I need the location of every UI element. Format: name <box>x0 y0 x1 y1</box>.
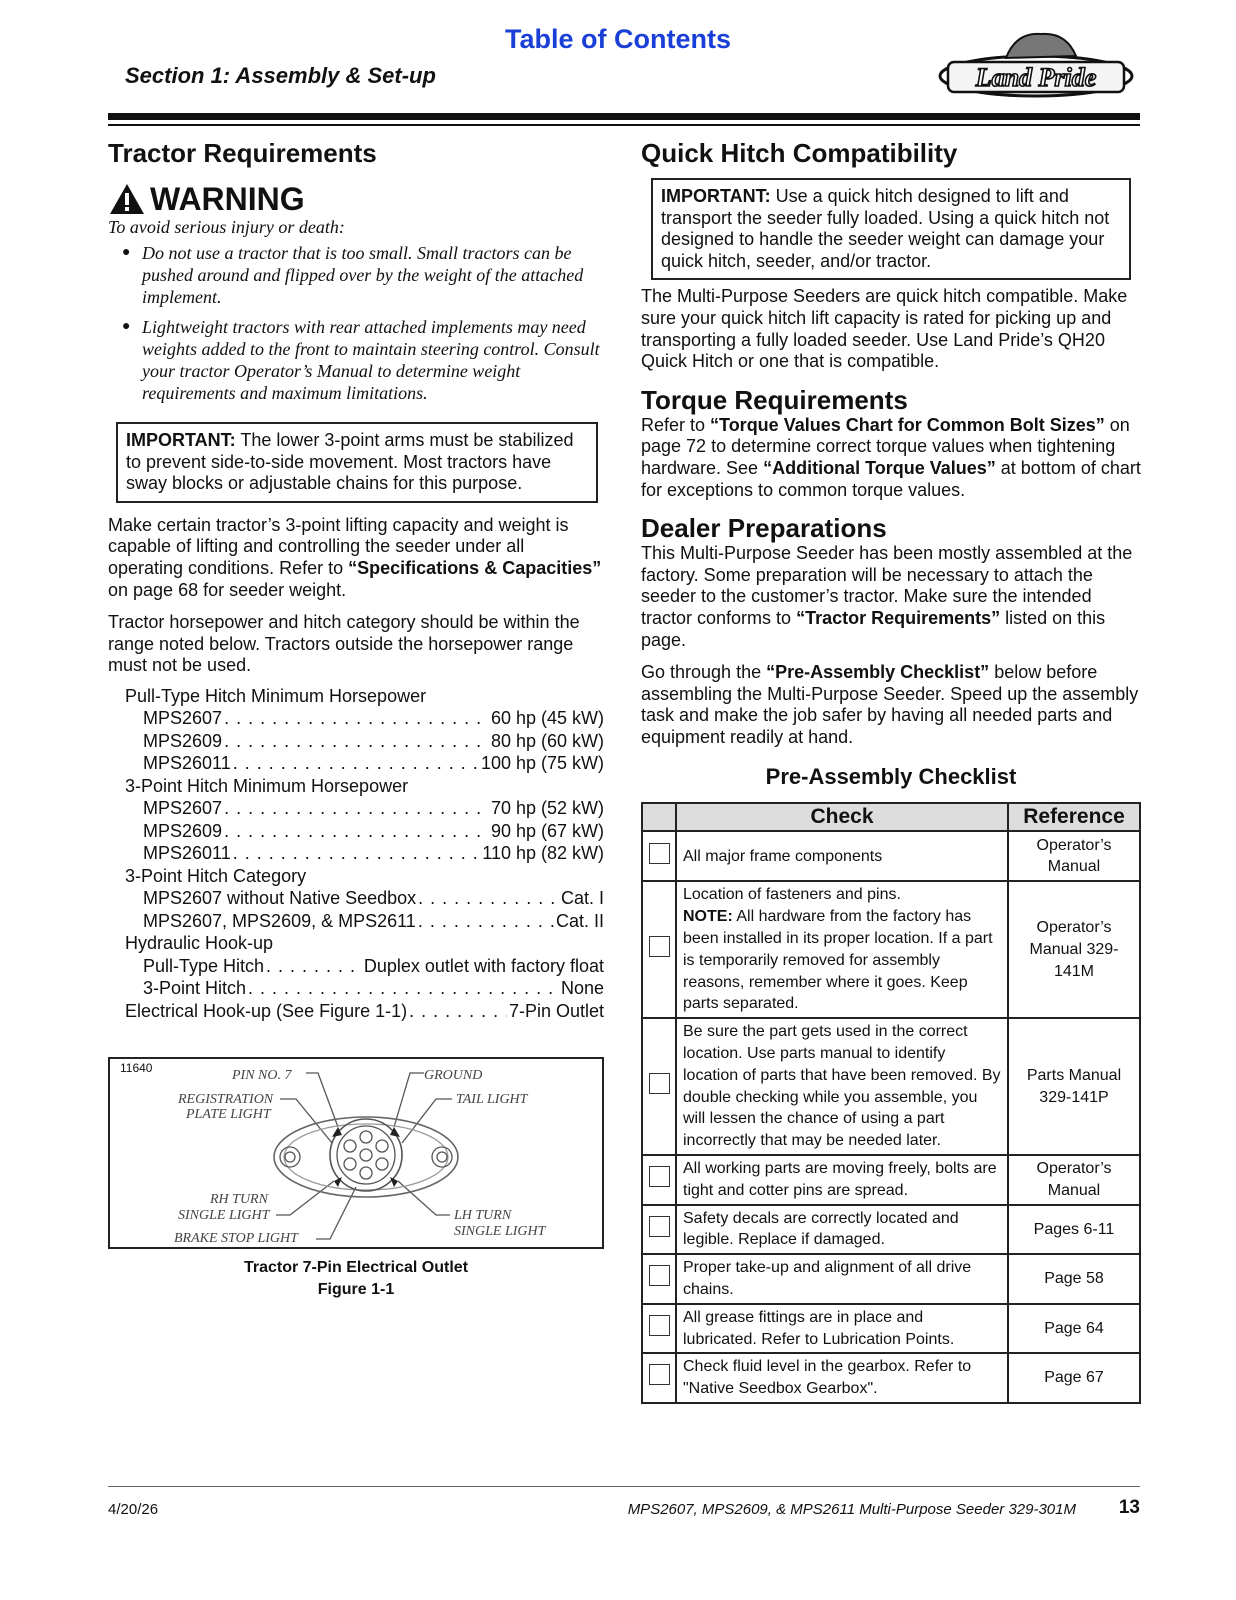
tractor-requirements-reference: “Tractor Requirements” <box>796 607 1001 628</box>
reference-cell: Page 64 <box>1008 1304 1140 1354</box>
left-column <box>108 138 604 1022</box>
three-point-title: 3-Point Hitch Minimum Horsepower <box>125 775 409 796</box>
table-of-contents-link[interactable]: Table of Contents <box>505 24 731 54</box>
checklist-checkbox[interactable] <box>649 1364 670 1385</box>
table-row <box>642 831 1140 881</box>
electrical-label: Electrical Hook-up (See Figure 1-1) <box>125 1000 408 1021</box>
spec-row <box>143 887 604 910</box>
check-item: Check fluid level in the gearbox. Refer to "Native Seedbox Gearbox". <box>676 1353 1008 1403</box>
spec-row <box>143 707 604 730</box>
check-item: All major frame components <box>676 831 1008 881</box>
seven-pin-diagram <box>110 1059 602 1247</box>
important-note-box <box>116 422 598 503</box>
spec-value: 90 hp (67 kW) <box>490 820 604 841</box>
header-rule <box>108 113 1140 120</box>
footer-date: 4/20/26 <box>108 1501 159 1518</box>
table-header-row <box>642 803 1140 831</box>
reference-cell: Operator’s Manual 329-141M <box>1008 881 1140 1018</box>
section-title: Section 1: Assembly & Set-up <box>125 63 436 88</box>
torque-paragraph <box>641 415 1141 501</box>
land-pride-logo <box>936 28 1136 110</box>
right-column <box>641 138 1141 1404</box>
table-row <box>642 1205 1140 1255</box>
checklist-checkbox[interactable] <box>649 1216 670 1237</box>
note-text: All hardware from the factory has been installed in its proper location. If a part is temporarily removed for assembly reasons, remember where it goes. Keep parts separated. <box>683 908 993 1013</box>
check-item-text: Location of fasteners and pins. <box>683 886 901 904</box>
dealer-text: listed on this page. <box>641 607 1106 650</box>
label-rh-turn: RH TURN <box>210 1192 268 1207</box>
check-item: Proper take-up and alignment of all drive chains. <box>676 1254 1008 1304</box>
table-row <box>642 1254 1140 1304</box>
dealer-text: Go through the <box>641 662 767 683</box>
pre-assembly-checklist-table <box>641 802 1141 1404</box>
spec-row <box>143 977 604 1000</box>
spec-row <box>143 797 604 820</box>
pull-type-title: Pull-Type Hitch Minimum Horsepower <box>125 685 427 706</box>
torque-text: Refer to <box>641 414 711 435</box>
spec-row <box>143 820 604 843</box>
page-number: 13 <box>1118 1497 1140 1518</box>
spec-value: 70 hp (52 kW) <box>490 798 604 819</box>
dealer-text: This Multi-Purpose Seeder has been mostly assembled at the factory. Some preparation will be necessary to attach the seeder to the customer’s tractor. Make sure the intended tractor conforms to <box>641 543 1133 628</box>
checklist-checkbox[interactable] <box>649 1265 670 1286</box>
spec-row <box>143 842 604 865</box>
reference-column-header: Reference <box>1008 803 1140 831</box>
electrical-value: 7-Pin Outlet <box>508 1000 604 1021</box>
checklist-checkbox[interactable] <box>649 1166 670 1187</box>
logo-wordmark: Land Pride <box>975 63 1097 92</box>
spec-model: MPS2607 <box>143 708 223 729</box>
spec-list <box>125 685 604 1023</box>
check-item: Be sure the part gets used in the correct location. Use parts manual to identify location of parts that have been removed. By double checking while you assemble, you will lessen the chance of using a part incorrectly that may be needed later. <box>676 1018 1008 1155</box>
label-rh-single: SINGLE LIGHT <box>178 1208 270 1223</box>
checklist-checkbox[interactable] <box>649 1073 670 1094</box>
checklist-checkbox[interactable] <box>649 843 670 864</box>
additional-torque-reference: “Additional Torque Values” <box>763 457 996 478</box>
important-label: IMPORTANT: <box>126 430 236 450</box>
specifications-reference: “Specifications & Capacities” <box>348 557 602 578</box>
spec-model: MPS2607, MPS2609, & MPS2611 <box>143 910 416 931</box>
checklist-checkbox[interactable] <box>649 1315 670 1336</box>
figure-id: 11640 <box>120 1061 153 1075</box>
spec-value: 100 hp (75 kW) <box>480 753 604 774</box>
reference-cell: Page 58 <box>1008 1254 1140 1304</box>
spec-value: 110 hp (82 kW) <box>482 843 604 864</box>
label-registration: REGISTRATION <box>178 1092 274 1107</box>
spec-model: MPS26011 <box>143 843 231 864</box>
quick-hitch-important-box <box>651 178 1131 280</box>
checklist-checkbox[interactable] <box>649 936 670 957</box>
label-brake-stop: BRAKE STOP LIGHT <box>174 1231 298 1246</box>
dealer-preparations-heading: Dealer Preparations <box>641 513 887 544</box>
spec-value: Cat. I <box>560 888 604 909</box>
warning-bullet: ● Do not use a tractor that is too small. Small tractors can be pushed around and flipped over by the weight of the attached implement. <box>108 242 604 308</box>
horsepower-paragraph: Tractor horsepower and hitch category should be within the range noted below. Tractors outside the horsepower range must not be used. <box>108 612 580 676</box>
table-row <box>642 1155 1140 1205</box>
reference-cell: Operator’s Manual <box>1008 1155 1140 1205</box>
spec-row <box>143 955 604 978</box>
torque-heading: Torque Requirements <box>641 384 908 415</box>
dealer-paragraph-1 <box>641 543 1141 651</box>
check-item: All working parts are moving freely, bolts are tight and cotter pins are spread. <box>676 1155 1008 1205</box>
torque-text: at bottom of chart for exceptions to common torque values. <box>641 457 1141 500</box>
footer-manual-title: MPS2607, MPS2609, & MPS2611 Multi-Purpose Seeder 329-301M <box>627 1501 1076 1518</box>
check-column-header: Check <box>676 803 1008 831</box>
spec-row <box>143 910 604 933</box>
reference-cell: Parts Manual 329-141P <box>1008 1018 1140 1155</box>
label-pin-7: PIN NO. 7 <box>232 1068 292 1083</box>
spec-model: MPS2609 <box>143 820 223 841</box>
spec-model: MPS2607 without Native Seedbox <box>143 888 417 909</box>
electrical-outlet-figure <box>108 1057 604 1249</box>
checklist-title: Pre-Assembly Checklist <box>765 764 1017 790</box>
important-text: Use a quick hitch designed to lift and transport the seeder fully loaded. Using a quick hitch not designed to handle the seeder weight can damage your quick hitch, seeder, and/or tractor. <box>661 186 1110 271</box>
label-tail-light: TAIL LIGHT <box>456 1092 528 1107</box>
capacity-text-end: on page 68 for seeder weight. <box>108 579 347 600</box>
check-item <box>676 881 1008 1018</box>
table-row <box>642 1304 1140 1354</box>
reference-cell: Page 67 <box>1008 1353 1140 1403</box>
header-rule-thin <box>108 124 1140 126</box>
dealer-text: below before assembling the Multi-Purpose Seeder. Speed up the assembly task and make the job safer by having all needed parts and equipment readily at hand. <box>641 662 1139 747</box>
reference-cell: Operator’s Manual <box>1008 831 1140 881</box>
warning-header <box>108 182 604 216</box>
figure-caption <box>108 1257 604 1301</box>
torque-chart-reference: “Torque Values Chart for Common Bolt Sizes” <box>710 414 1105 435</box>
electrical-row <box>125 1000 604 1023</box>
spec-row <box>143 730 604 753</box>
spec-model: MPS2609 <box>143 730 223 751</box>
spec-value: 80 hp (60 kW) <box>490 730 604 751</box>
spec-model: 3-Point Hitch <box>143 978 247 999</box>
important-text: The lower 3-point arms must be stabilized to prevent side-to-side movement. Most tractors have sway blocks or adjustable chains for this purpose. <box>126 430 574 494</box>
warning-title: WARNING <box>150 181 305 217</box>
label-plate-light: PLATE LIGHT <box>186 1107 271 1122</box>
table-row <box>642 1353 1140 1403</box>
spec-row <box>143 752 604 775</box>
spec-model: MPS26011 <box>143 753 231 774</box>
checkbox-column-header <box>642 803 676 831</box>
check-item: Safety decals are correctly located and legible. Replace if damaged. <box>676 1205 1008 1255</box>
label-lh-single: SINGLE LIGHT <box>454 1224 546 1239</box>
spec-value: Duplex outlet with factory float <box>363 955 604 976</box>
warning-intro: To avoid serious injury or death: <box>108 217 345 237</box>
note-label: NOTE: <box>683 908 733 926</box>
table-row <box>642 881 1140 1018</box>
table-row <box>642 1018 1140 1155</box>
reference-cell: Pages 6-11 <box>1008 1205 1140 1255</box>
checklist-reference: “Pre-Assembly Checklist” <box>766 662 990 683</box>
figure-number: Figure 1-1 <box>317 1281 395 1298</box>
warning-bullets <box>108 242 604 404</box>
torque-text: on page 72 to determine correct torque values when tightening hardware. See <box>641 414 1130 478</box>
quick-hitch-heading: Quick Hitch Compatibility <box>641 138 958 168</box>
hydraulic-title: Hydraulic Hook-up <box>125 933 274 954</box>
tractor-requirements-heading: Tractor Requirements <box>108 138 377 168</box>
capacity-paragraph <box>108 515 604 601</box>
warning-triangle-icon <box>108 182 146 216</box>
figure-title: Tractor 7-Pin Electrical Outlet <box>243 1259 469 1276</box>
footer-rule <box>108 1486 1140 1487</box>
spec-value: None <box>560 978 604 999</box>
capacity-text: Make certain tractor’s 3-point lifting capacity and weight is capable of lifting and controlling the seeder under all operating conditions. Refer to <box>108 514 569 578</box>
spec-model: Pull-Type Hitch <box>143 955 265 976</box>
label-ground: GROUND <box>424 1068 483 1083</box>
spec-model: MPS2607 <box>143 798 223 819</box>
label-lh-turn: LH TURN <box>454 1208 512 1223</box>
spec-value: 60 hp (45 kW) <box>490 708 604 729</box>
quick-hitch-paragraph: The Multi-Purpose Seeders are quick hitch compatible. Make sure your quick hitch lift capacity is rated for picking up and transporting a fully loaded seeder. Use Land Pride’s QH20 Quick Hitch or one that is compatible. <box>641 286 1128 372</box>
check-item: All grease fittings are in place and lubricated. Refer to Lubrication Points. <box>676 1304 1008 1354</box>
important-label: IMPORTANT: <box>661 186 771 206</box>
spec-value: Cat. II <box>555 910 604 931</box>
warning-bullet: ● Lightweight tractors with rear attached implements may need weights added to the front to maintain steering control. Consult your tractor Operator’s Manual to determine weight requirements and maximum limitations. <box>108 316 604 404</box>
dealer-paragraph-2 <box>641 662 1141 748</box>
category-title: 3-Point Hitch Category <box>125 865 307 886</box>
